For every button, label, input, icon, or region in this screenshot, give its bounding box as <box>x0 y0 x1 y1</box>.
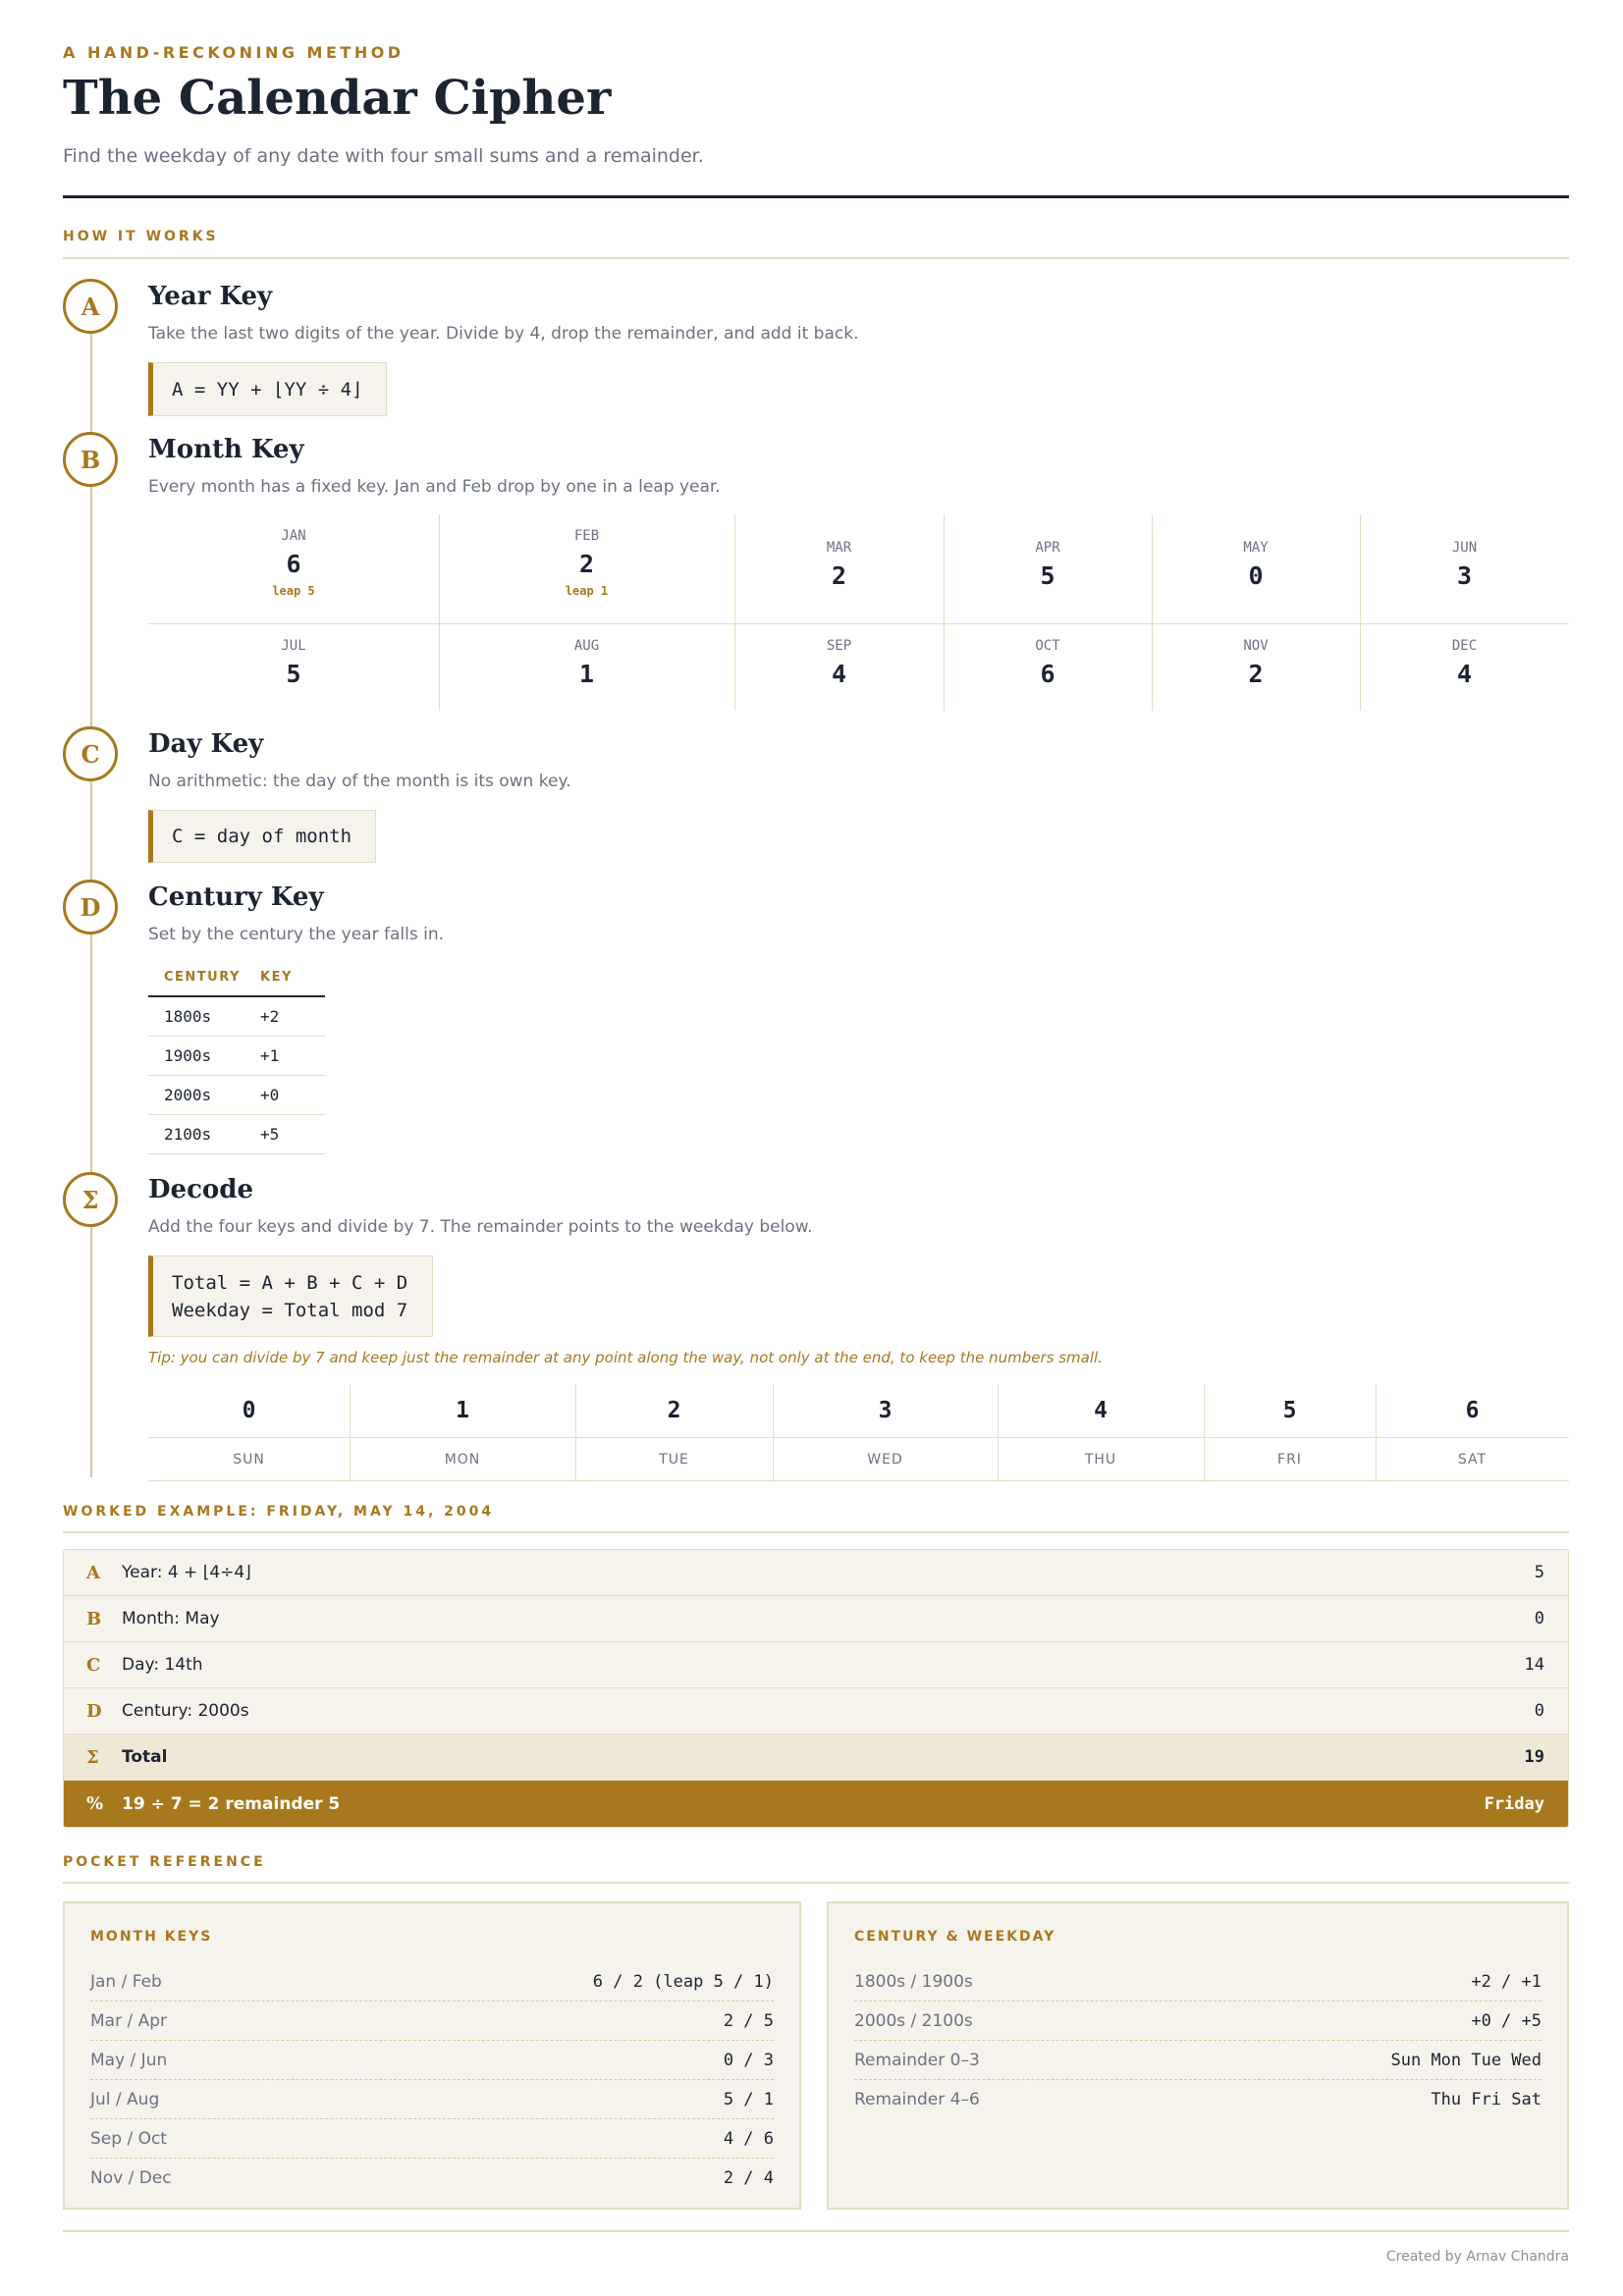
month-name: APR <box>1035 540 1060 556</box>
month-name: MAR <box>826 540 852 556</box>
reference-value: 6 / 2 (leap 5 / 1) <box>592 1971 774 1992</box>
key-cell: +1 <box>260 1046 280 1065</box>
reference-key: 1800s / 1900s <box>854 1971 973 1992</box>
weekday-col-2 <box>575 1384 773 1482</box>
reference-row <box>854 2080 1542 2119</box>
reference-key: Remainder 4–6 <box>854 2090 980 2109</box>
grid-line <box>1152 514 1153 711</box>
century-key-table <box>148 958 325 1154</box>
row-value: Friday <box>1484 1793 1544 1814</box>
step-title-century-key: Century Key <box>148 882 324 912</box>
month-cell-dec <box>1360 638 1569 688</box>
reference-row <box>90 2119 774 2159</box>
weekday-name: THU <box>998 1438 1204 1481</box>
month-cell-jul <box>148 638 439 688</box>
card-title: CENTURY & WEEKDAY <box>854 1929 1056 1945</box>
formula-line: Total = A + B + C + D <box>172 1271 408 1294</box>
month-cell-jun <box>1360 540 1569 590</box>
reference-value: +0 / +5 <box>1471 2010 1542 2031</box>
month-key-grid <box>148 514 1569 711</box>
month-value: 6 <box>1040 660 1055 688</box>
row-value: 14 <box>1524 1655 1544 1675</box>
weekday-col-0 <box>148 1384 350 1482</box>
grid-line <box>350 1384 351 1482</box>
grid-line <box>734 514 735 711</box>
page-subtitle: Find the weekday of any date with four small sums and a remainder. <box>63 145 704 167</box>
reference-value: +2 / +1 <box>1471 1971 1542 1992</box>
section-label-how-it-works: HOW IT WORKS <box>63 229 219 244</box>
step-title-day-key: Day Key <box>148 729 264 759</box>
row-value: 19 <box>1524 1747 1544 1767</box>
row-label: Year: 4 + ⌊4÷4⌋ <box>122 1563 251 1582</box>
reference-key: 2000s / 2100s <box>854 2010 973 2031</box>
month-cell-jan <box>148 528 439 598</box>
section-divider <box>63 257 1569 259</box>
row-label: Century: 2000s <box>122 1701 249 1721</box>
century-cell: 1800s <box>164 1007 212 1026</box>
row-label: Total <box>122 1747 168 1767</box>
weekday-name: TUE <box>575 1438 773 1481</box>
month-name: OCT <box>1035 638 1060 654</box>
month-value: 2 <box>578 550 595 578</box>
reference-value: Thu Fri Sat <box>1431 2090 1542 2109</box>
step-desc-year-key: Take the last two digits of the year. Divide by 4, drop the remainder, and add it back. <box>148 324 859 344</box>
weekday-name: MON <box>350 1438 575 1481</box>
grid-line <box>1204 1384 1205 1482</box>
footer-credit: Created by Arnav Chandra <box>1385 2249 1569 2265</box>
grid-line <box>148 623 1569 624</box>
month-cell-feb <box>439 528 734 598</box>
month-name: NOV <box>1243 638 1269 654</box>
month-name: SEP <box>826 638 852 654</box>
month-name: JUN <box>1451 540 1478 556</box>
page-title: The Calendar Cipher <box>63 71 612 126</box>
reference-card-month-keys <box>63 1901 801 2210</box>
weekday-col-1 <box>350 1384 575 1482</box>
month-value: 2 <box>831 561 847 590</box>
reference-row <box>90 1962 774 2002</box>
reference-value: Sun Mon Tue Wed <box>1390 2050 1542 2070</box>
grid-line <box>1376 1384 1377 1482</box>
step-desc-month-key: Every month has a fixed key. Jan and Feb drop by one in a leap year. <box>148 477 721 497</box>
weekday-number: 4 <box>998 1384 1204 1438</box>
weekday-col-5 <box>1204 1384 1376 1482</box>
row-value: 0 <box>1534 1701 1544 1721</box>
example-row-result <box>64 1781 1568 1827</box>
month-value: 6 <box>286 550 301 578</box>
reference-key: May / Jun <box>90 2050 168 2070</box>
key-cell: +0 <box>260 1086 280 1104</box>
month-value: 2 <box>1248 660 1264 688</box>
formula-line: Weekday = Total mod 7 <box>172 1299 408 1321</box>
formula-day-key <box>148 810 376 863</box>
grid-line <box>439 514 440 711</box>
step-desc-century-key: Set by the century the year falls in. <box>148 925 444 944</box>
step-title-decode: Decode <box>148 1175 253 1204</box>
section-label-worked-example: WORKED EXAMPLE: FRIDAY, MAY 14, 2004 <box>63 1504 495 1520</box>
example-row-total <box>64 1735 1568 1781</box>
table-row <box>148 997 325 1037</box>
reference-value: 0 / 3 <box>723 2050 774 2070</box>
month-value: 5 <box>1040 561 1055 590</box>
weekday-name: SAT <box>1376 1438 1569 1481</box>
header-divider <box>63 195 1569 198</box>
weekday-grid <box>148 1384 1569 1482</box>
step-badge-c: C <box>63 726 118 781</box>
step-badge-b: B <box>63 432 118 487</box>
reference-row <box>90 2041 774 2080</box>
weekday-name: SUN <box>148 1438 350 1481</box>
reference-key: Jan / Feb <box>90 1971 162 1992</box>
column-header-key: KEY <box>260 969 293 985</box>
key-cell: +5 <box>260 1125 280 1144</box>
row-letter: C <box>86 1654 101 1676</box>
row-letter: % <box>86 1793 104 1814</box>
month-cell-nov <box>1152 638 1360 688</box>
reference-key: Remainder 0–3 <box>854 2050 980 2070</box>
step-badge-a: A <box>63 279 118 334</box>
section-divider <box>63 1882 1569 1884</box>
month-leap-value: leap 1 <box>565 584 609 598</box>
step-desc-decode: Add the four keys and divide by 7. The remainder points to the weekday below. <box>148 1217 813 1237</box>
reference-value: 2 / 4 <box>723 2168 774 2188</box>
decode-tip: Tip: you can divide by 7 and keep just the remainder at any point along the way, not only at the end, to keep the numbers small. <box>148 1349 1103 1366</box>
row-letter: D <box>86 1700 102 1722</box>
weekday-col-6 <box>1376 1384 1569 1482</box>
row-value: 5 <box>1534 1563 1544 1582</box>
example-row-year <box>64 1550 1568 1596</box>
month-value: 3 <box>1456 561 1473 590</box>
reference-key: Sep / Oct <box>90 2128 167 2149</box>
century-cell: 2100s <box>164 1125 212 1144</box>
month-cell-oct <box>944 638 1152 688</box>
reference-key: Nov / Dec <box>90 2168 172 2188</box>
card-title: MONTH KEYS <box>90 1929 213 1945</box>
reference-key: Mar / Apr <box>90 2010 168 2031</box>
formula-decode <box>148 1255 433 1337</box>
step-desc-day-key: No arithmetic: the day of the month is its own key. <box>148 772 571 791</box>
table-row <box>148 1037 325 1076</box>
month-leap-value: leap 5 <box>272 584 315 598</box>
example-row-day <box>64 1642 1568 1688</box>
month-cell-apr <box>944 540 1152 590</box>
month-name: FEB <box>573 528 600 544</box>
grid-line <box>773 1384 774 1482</box>
weekday-name: FRI <box>1204 1438 1376 1481</box>
step-title-year-key: Year Key <box>148 282 273 311</box>
eyebrow: A HAND-RECKONING METHOD <box>63 43 405 62</box>
century-cell: 2000s <box>164 1086 212 1104</box>
reference-row <box>854 1962 1542 2002</box>
weekday-number: 6 <box>1376 1384 1569 1438</box>
column-header-century: CENTURY <box>164 969 241 985</box>
grid-line <box>998 1384 999 1482</box>
row-letter: Σ <box>86 1746 99 1768</box>
row-label: 19 ÷ 7 = 2 remainder 5 <box>122 1793 341 1814</box>
row-value: 0 <box>1534 1609 1544 1629</box>
row-letter: A <box>86 1562 100 1583</box>
reference-row <box>854 2002 1542 2041</box>
reference-row <box>90 2002 774 2041</box>
reference-value: 5 / 1 <box>723 2089 774 2109</box>
month-value: 4 <box>831 660 847 688</box>
grid-line <box>944 514 945 711</box>
weekday-number: 2 <box>575 1384 773 1438</box>
formula-text: A = YY + ⌊YY ÷ 4⌋ <box>172 378 363 400</box>
reference-value: 4 / 6 <box>723 2128 774 2149</box>
formula-text: C = day of month <box>172 826 352 847</box>
table-header-row <box>148 958 325 997</box>
step-title-month-key: Month Key <box>148 435 304 464</box>
month-cell-sep <box>734 638 944 688</box>
month-value: 4 <box>1456 660 1473 688</box>
row-label: Day: 14th <box>122 1655 203 1675</box>
month-name: MAY <box>1243 540 1269 556</box>
example-row-month <box>64 1596 1568 1642</box>
weekday-col-3 <box>773 1384 998 1482</box>
month-cell-may <box>1152 540 1360 590</box>
month-value: 5 <box>286 660 301 688</box>
table-row <box>148 1076 325 1115</box>
reference-key: Jul / Aug <box>90 2089 160 2109</box>
month-cell-aug <box>439 638 734 688</box>
month-name: JAN <box>281 528 306 544</box>
row-letter: B <box>86 1608 102 1629</box>
reference-row <box>90 2159 774 2198</box>
weekday-number: 3 <box>773 1384 998 1438</box>
weekday-number: 0 <box>148 1384 350 1438</box>
table-row <box>148 1115 325 1154</box>
month-cell-mar <box>734 540 944 590</box>
key-cell: +2 <box>260 1007 280 1026</box>
footer-divider <box>63 2230 1569 2232</box>
month-name: AUG <box>573 638 600 654</box>
section-divider <box>63 1531 1569 1533</box>
weekday-col-4 <box>998 1384 1204 1482</box>
weekday-name: WED <box>773 1438 998 1481</box>
step-badge-d: D <box>63 880 118 934</box>
month-name: JUL <box>281 638 306 654</box>
reference-row <box>854 2041 1542 2080</box>
example-row-century <box>64 1688 1568 1735</box>
month-value: 1 <box>578 660 595 688</box>
month-value: 0 <box>1248 561 1264 590</box>
step-badge-sigma: Σ <box>63 1172 118 1227</box>
reference-value: 2 / 5 <box>723 2010 774 2031</box>
century-cell: 1900s <box>164 1046 212 1065</box>
weekday-number: 1 <box>350 1384 575 1438</box>
month-name: DEC <box>1451 638 1478 654</box>
grid-line <box>575 1384 576 1482</box>
row-label: Month: May <box>122 1609 220 1629</box>
worked-example-table <box>63 1549 1569 1828</box>
section-label-pocket-reference: POCKET REFERENCE <box>63 1854 266 1870</box>
weekday-number: 5 <box>1204 1384 1376 1438</box>
formula-year-key <box>148 362 387 416</box>
reference-row <box>90 2080 774 2119</box>
reference-card-century-weekday <box>827 1901 1569 2210</box>
grid-line <box>1360 514 1361 711</box>
